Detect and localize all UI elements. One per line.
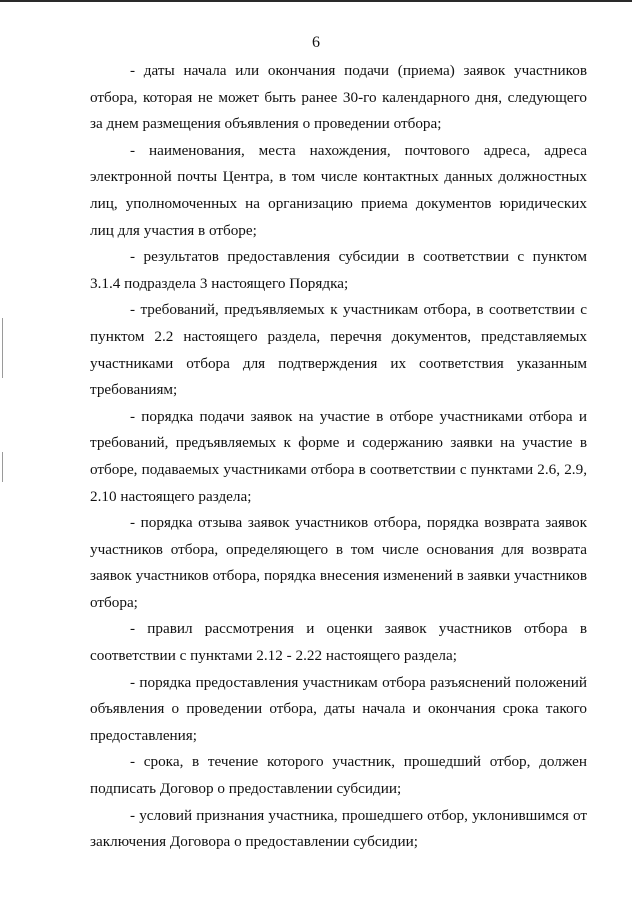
- document-body: [90, 58, 587, 856]
- list-item: - порядка отзыва заявок участников отбора, порядка возврата заявок участников отбора, определяющего в том числе основания для возврата заявок участников отбора, порядка внесения изменений в заявки участников отбора;: [90, 514, 587, 611]
- scan-left-edge-mark: [2, 452, 3, 482]
- scan-left-edge-mark: [2, 318, 3, 378]
- list-item: - даты начала или окончания подачи (приема) заявок участников отбора, которая не может быть ранее 30-го календарного дня, следующего за днем размещения объявления о проведении отбора;: [90, 62, 587, 133]
- list-item: - срока, в течение которого участник, прошедший отбор, должен подписать Договор о предоставлении субсидии;: [90, 753, 587, 798]
- list-item: - порядка подачи заявок на участие в отборе участниками отбора и требований, предъявляемых к форме и содержанию заявки на участие в отборе, подаваемых участниками отбора в соответствии с пунктами 2.6, 2.9, 2.10 настоящего раздела;: [90, 407, 587, 505]
- list-item: - результатов предоставления субсидии в соответствии с пунктом 3.1.4 подраздела 3 настоящего Порядка;: [90, 248, 587, 292]
- list-item: - наименования, места нахождения, почтового адреса, адреса электронной почты Центра, в том числе контактных данных должностных лиц, уполномоченных на организацию приема документов юридических лиц для участия в отборе;: [90, 141, 587, 239]
- list-item: - правил рассмотрения и оценки заявок участников отбора в соответствии с пунктами 2.12 - 2.22 настоящего раздела;: [90, 620, 587, 665]
- list-item: - порядка предоставления участникам отбора разъяснений положений объявления о проведении отбора, даты начала и окончания срока такого предоставления;: [90, 673, 587, 744]
- list-item: - требований, предъявляемых к участникам отбора, в соответствии с пунктом 2.2 настоящего раздела, перечня документов, представляемых участниками отбора для подтверждения их соответствия указанным требованиям;: [90, 301, 587, 399]
- scan-top-edge: [0, 0, 632, 2]
- page-number: 6: [312, 34, 320, 51]
- list-item: - условий признания участника, прошедшего отбор, уклонившимся от заключения Договора о предоставлении субсидии;: [90, 806, 587, 851]
